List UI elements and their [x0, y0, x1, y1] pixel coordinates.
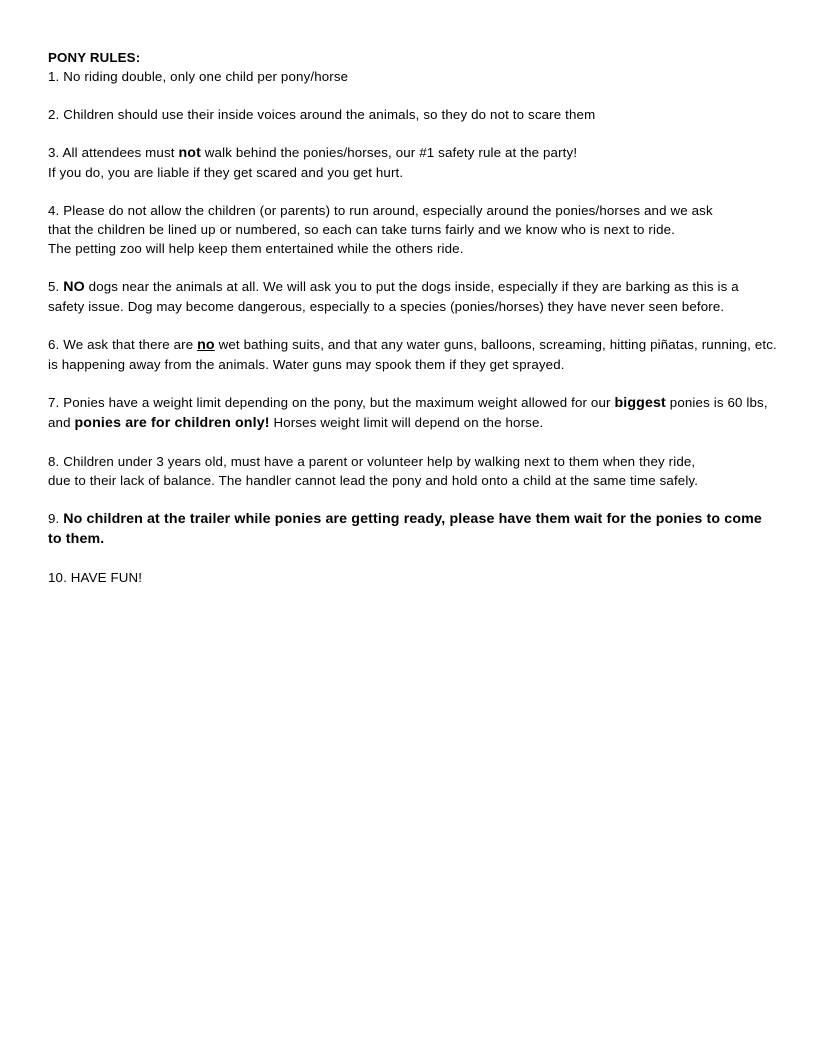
rule-2: 2. Children should use their inside voices around the animals, so they do not to scare them	[48, 107, 596, 122]
rule-4-line-1: 4. Please do not allow the children (or parents) to run around, especially around the ponies/horses and we ask	[48, 203, 713, 218]
rule-10: 10. HAVE FUN!	[48, 570, 143, 585]
rule-5-number: 5.	[48, 279, 64, 294]
rule-3-text-end: walk behind the ponies/horses, our #1 safety rule at the party!	[200, 145, 578, 160]
rule-9-number: 9.	[48, 511, 64, 526]
rule-9-emphasis: No children at the trailer while ponies are getting ready, please have them wait for the ponies to come to them.	[48, 511, 762, 547]
rule-5	[48, 277, 778, 316]
rule-6-emphasis: no	[197, 337, 215, 353]
rule-7	[48, 393, 778, 433]
rule-4-line-2: that the children be lined up or numbered, so each can take turns fairly and we know who is next to ride.	[48, 222, 676, 237]
rule-3-line-2: If you do, you are liable if they get scared and you get hurt.	[48, 165, 404, 180]
rule-4	[48, 201, 778, 258]
rule-7-emphasis-children-only: ponies are for children only!	[74, 415, 270, 431]
rule-5-emphasis: NO	[63, 279, 85, 295]
rule-7-emphasis-biggest: biggest	[614, 395, 666, 411]
rule-7-text-mid: ponies is 60 lbs, and	[48, 395, 768, 430]
rule-7-text-start: 7. Ponies have a weight limit depending on the pony, but the maximum weight allowed for our	[48, 395, 615, 410]
rule-3-line-1	[48, 143, 778, 163]
rule-7-text-end: Horses weight limit will depend on the horse.	[269, 415, 544, 430]
rule-8-line-2: due to their lack of balance. The handler cannot lead the pony and hold onto a child at the same time safely.	[48, 473, 699, 488]
rule-5-text: dogs near the animals at all. We will ask you to put the dogs inside, especially if they are barking as this is a safety issue. Dog may become dangerous, especially to a species (ponies/horses) they have never seen before.	[48, 279, 739, 314]
rule-1: 1. No riding double, only one child per pony/horse	[48, 69, 349, 84]
rule-6	[48, 335, 778, 374]
rule-6-text-end: wet bathing suits, and that any water guns, balloons, screaming, hitting piñatas, running, etc. is happening away from the animals. Water guns may spook them if they get sprayed.	[48, 337, 777, 372]
document-page	[48, 48, 778, 606]
rule-3-text-start: 3. All attendees must	[48, 145, 179, 160]
rule-8-line-1: 8. Children under 3 years old, must have a parent or volunteer help by walking next to them when they ride,	[48, 454, 696, 469]
rule-8	[48, 452, 778, 490]
rule-4-line-3: The petting zoo will help keep them entertained while the others ride.	[48, 241, 464, 256]
rule-3-emphasis: not	[178, 145, 201, 161]
rule-9	[48, 509, 778, 549]
rule-6-text-start: 6. We ask that there are	[48, 337, 198, 352]
document-title: PONY RULES:	[48, 50, 141, 65]
rule-3	[48, 143, 778, 182]
